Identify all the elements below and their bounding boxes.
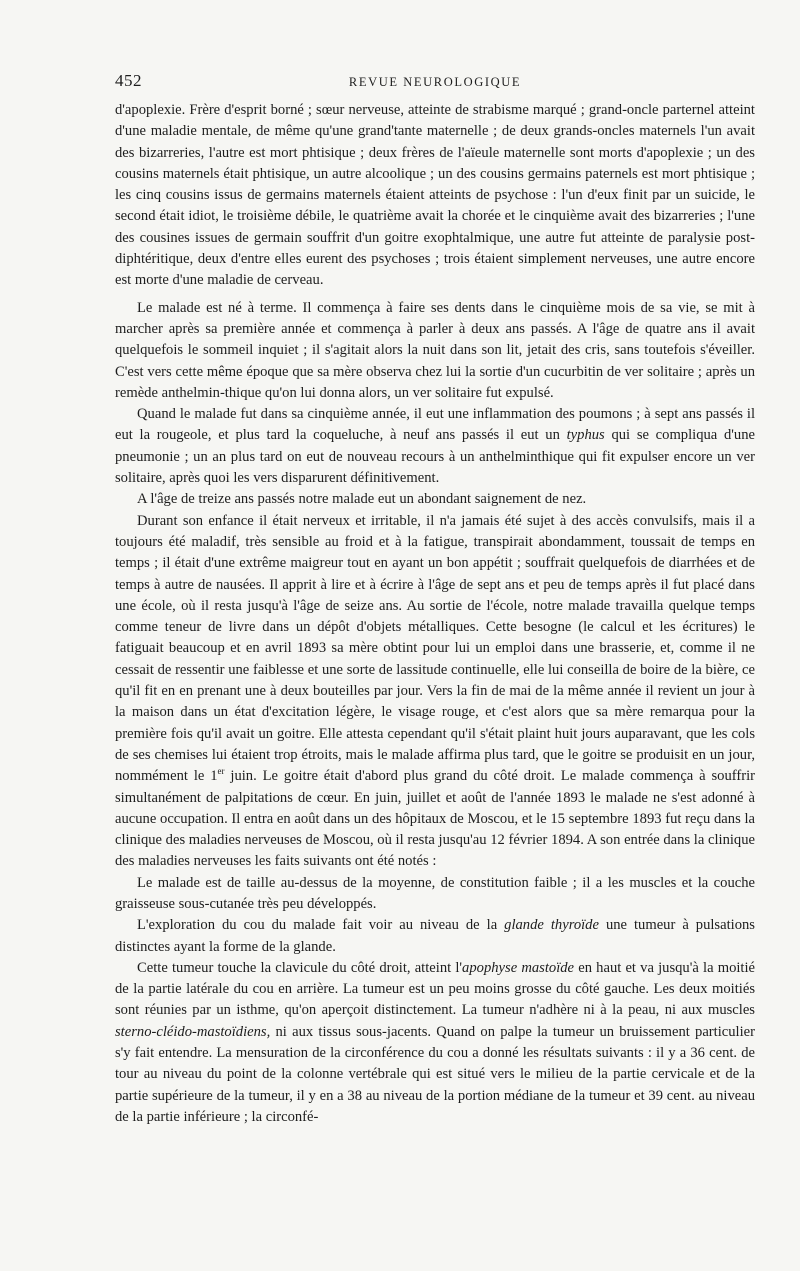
paragraph-early-childhood: Le malade est né à terme. Il commença à faire ses dents dans le cinquième mois de sa vie, se mit à marcher après sa première année et commença à parler à deux ans passés. A l'âge de quatre ans il avait quelquefois le sommeil inquiet ; il s'agitait alors la nuit dans son lit, jetait des cris, sans toutefois s'éveiller. C'est vers cette même époque que sa mère observa chez lui la sortie d'un cucurbitin de ver solitaire ; après un remède anthelmin-thique qu'on lui donna alors, un ver solitaire fut expulsé. (115, 299, 755, 401)
article-body (115, 100, 755, 1128)
page-header (115, 70, 755, 94)
paragraph-text: L'exploration du cou du malade fait voir au niveau de la (137, 917, 498, 934)
running-title: REVUE NEUROLOGIQUE (348, 75, 522, 89)
page-number: 452 (115, 71, 142, 90)
paragraph-tumour-description (115, 958, 755, 1128)
paragraph-neck-exploration (115, 915, 755, 958)
paragraph-text: qui se compliqua d'une pneumonie ; un an plus tard on eut de nouveau recours à un anthelminthique qui fit expulser encore un ver solitaire, après quoi les vers disparurent définitivement. (115, 427, 755, 487)
paragraph-text: une tumeur à pulsations distinctes ayant la forme de la glande. (115, 917, 755, 955)
paragraph-text: Quand le malade fut dans sa cinquième année, il eut une inflammation des poumons ; à sept ans passés il eut la rougeole, et plus tard la coqueluche, à neuf ans passés il eut un (115, 406, 755, 444)
paragraph-text: Cette tumeur touche la clavicule du côté droit, atteint l' (137, 959, 463, 976)
paragraph-constitution: Le malade est de taille au-dessus de la moyenne, de constitution faible ; il a les muscles et la couche graisseuse sous-cutanée très peu développés. (115, 874, 755, 912)
paragraph-text: juin. Le goitre était d'abord plus grand du côté droit. Le malade commença à souffrir simultanément de palpitations de cœur. En juin, juillet et août de l'année 1893 le malade ne s'est adonné à aucune occupation. Il entra en août dans un des hôpitaux de Moscou, et le 15 septembre 1893 fut reçu dans la clinique des maladies nerveuses de Moscou, où il resta jusqu'au 12 février 1894. A son entrée dans la clinique des maladies nerveuses les faits suivants ont été notés : (115, 768, 755, 870)
paragraph-family-history: d'apoplexie. Frère d'esprit borné ; sœur nerveuse, atteinte de strabisme marqué ; grand-oncle parternel atteint d'une maladie mentale, de même qu'une grand'tante maternelle ; de deux grands-oncles maternels l'un avait des bizarreries, l'autre est mort phtisique ; deux frères de l'aïeule maternelle sont morts d'apoplexie ; un des cousins maternels était phtisique, un autre alcoolique ; un des cousins germains paternels est mort phtisique ; les cinq cousins issus de germains maternels étaient atteints de psychose : l'un d'eux finit par un suicide, le second était idiot, le troisième débile, le quatrième avait la chorée et le cinquième avait des bizarreries ; l'une des cousines issues de germain souffrit d'un goitre exophtalmique, une autre fut atteinte de paralysie post-diphtéritique, deux d'entre elles eurent des psychoses ; trois étaient simplement nerveuses, une autre encore est morte d'une maladie de cerveau. (115, 102, 755, 289)
superscript: er (217, 766, 225, 777)
paragraph-goitre-onset (115, 511, 755, 873)
paragraph-text: Durant son enfance il était nerveux et irritable, il n'a jamais été sujet à des accès convulsifs, mais il a toujours été maladif, très sensible au froid et à la fatigue, transpirait abondamment, toussait de temps en temps ; il était d'une extrême maigreur tout en ayant un bon appétit ; souffrait quelquefois de diarrhées et de temps à autre de nausées. Il apprit à lire et à écrire à l'âge de sept ans et peu de temps après il fut placé dans une école, où il resta jusqu'à l'âge de seize ans. Au sortie de l'école, notre malade travailla quelque temps comme teneur de livre dans un dépôt d'objets métalliques. Cette besogne (le calcul et les écritures) le fatiguait beaucoup et en avril 1893 sa mère obtint pour lui un emploi dans une brasserie, et, comme il ne cessait de ressentir une faiblesse et une sorte de lassitude continuelle, elle lui conseilla de boire de la bière, ce qu'il fit en en prenant une à deux bouteilles par jour. Vers la fin de mai de la même année il revient un jour à la maison dans un état d'excitation légère, le visage rouge, et c'est alors que sa mère remarqua pour la première fois qu'il avait un goitre. Elle attesta cependant qu'il s'était plaint huit jours auparavant, que les cols de ses chemises lui étaient trop étroits, mais le malade affirma plus tard, que le goitre se produisit en un jour, nommément le 1 (115, 512, 755, 785)
paragraph-text: en haut et va jusqu'à la moitié de la partie latérale du cou en arrière. La tumeur est un peu moins grosse du côté gauche. Les deux moitiés sont réunies par un isthme, qu'on aperçoit distinctement. La tumeur n'adhère ni à la peau, ni aux muscles (115, 959, 756, 1019)
italic-term-thyroid: glande thyroïde (504, 917, 599, 934)
italic-term-mastoid: apophyse mastoïde (462, 959, 575, 976)
paragraph-nosebleed: A l'âge de treize ans passés notre malade eut un abondant saignement de nez. (137, 491, 587, 508)
paragraph-childhood-illnesses (115, 404, 755, 489)
italic-term-typhus: typhus (566, 427, 605, 444)
italic-term-sternocleidomastoid: sterno-cléido-mastoïdiens, (115, 1023, 271, 1040)
paragraph-text: ni aux tissus sous-jacents. Quand on palpe la tumeur un bruissement particulier s'y fait entendre. La mensuration de la circonférence du cou a donné les résultats suivants : il y a 36 cent. de tour au niveau du point de la colonne vertébrale qui est situé vers le milieu de la partie cervicale et de la partie supérieure de la tumeur, il y en a 38 au niveau de la portion médiane de la tumeur et 39 cent. au niveau de la partie inférieure ; la circonfé- (115, 1023, 755, 1125)
journal-page (115, 70, 755, 1128)
